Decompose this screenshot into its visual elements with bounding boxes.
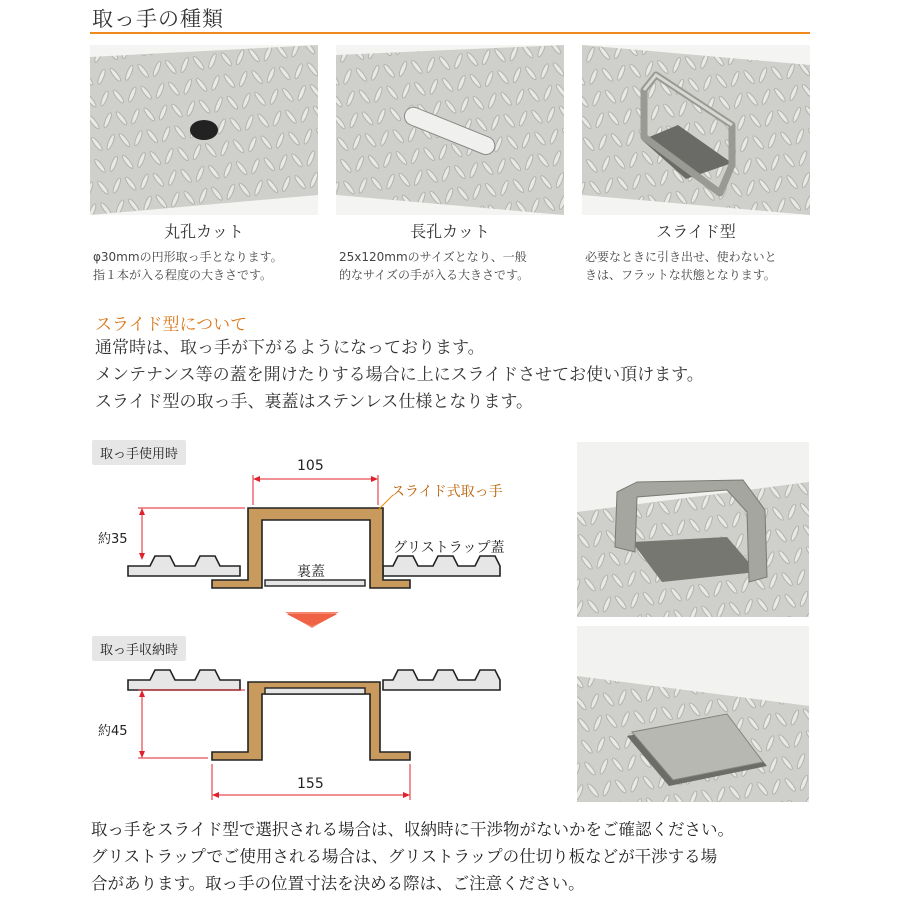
dimension-width-stored: 155 (297, 776, 324, 792)
slide-type-photo (582, 45, 810, 215)
round-hole-desc-line2: 指１本が入る程度の大きさです。 (93, 268, 273, 282)
handle-stored-photo (577, 626, 809, 802)
slide-section-title: スライド型について (95, 315, 248, 335)
slide-desc-line: メンテナンス等の蓋を開けたりする場合に上にスライドさせてお使い頂けます。 (95, 365, 704, 385)
round-hole-desc-line1: φ30mmの円形取っ手となります。 (93, 250, 283, 264)
slide-type-desc-line1: 必要なときに引き出せ、使わないと (585, 250, 777, 264)
round-hole-caption: 丸孔カット (164, 222, 244, 241)
note-line: 取っ手をスライド型で選択される場合は、収納時に干渉物がないかをご確認ください。 (91, 820, 735, 839)
slide-type-desc (585, 248, 825, 284)
slide-handle-label: スライド式取っ手 (391, 484, 503, 500)
handle-raised-photo (577, 442, 809, 617)
slide-desc-line: スライド型の取っ手、裏蓋はステンレス仕様となります。 (95, 392, 534, 412)
slide-type-caption: スライド型 (656, 222, 736, 241)
note-line: 合があります。取っ手の位置寸法を決める際は、ご注意ください。 (91, 874, 585, 893)
slide-desc-line: 通常時は、取っ手が下がるようになっております。 (95, 338, 485, 358)
section-title: 取っ手の種類 (92, 7, 224, 31)
back-lid-label: 裏蓋 (297, 564, 325, 580)
use-state-tag: 取っ手使用時 (92, 440, 186, 465)
long-hole-desc-line1: 25x120mmのサイズとなり、一般 (339, 250, 527, 264)
slide-type-desc-line2: きは、フラットな状態となります。 (585, 268, 776, 282)
note-line: グリストラップでご使用される場合は、グリストラップの仕切り板などが干渉する場 (91, 847, 718, 866)
dimension-width-use: 105 (297, 458, 324, 474)
dimension-height-stored: 約45 (98, 724, 128, 739)
grease-trap-lid-label: グリストラップ蓋 (393, 540, 505, 556)
stored-state-tag: 取っ手収納時 (92, 636, 186, 661)
long-hole-desc-line2: 的なサイズの手が入る大きさです。 (339, 268, 530, 282)
dimension-height-use: 約35 (98, 532, 128, 547)
long-hole-caption: 長孔カット (410, 222, 490, 241)
